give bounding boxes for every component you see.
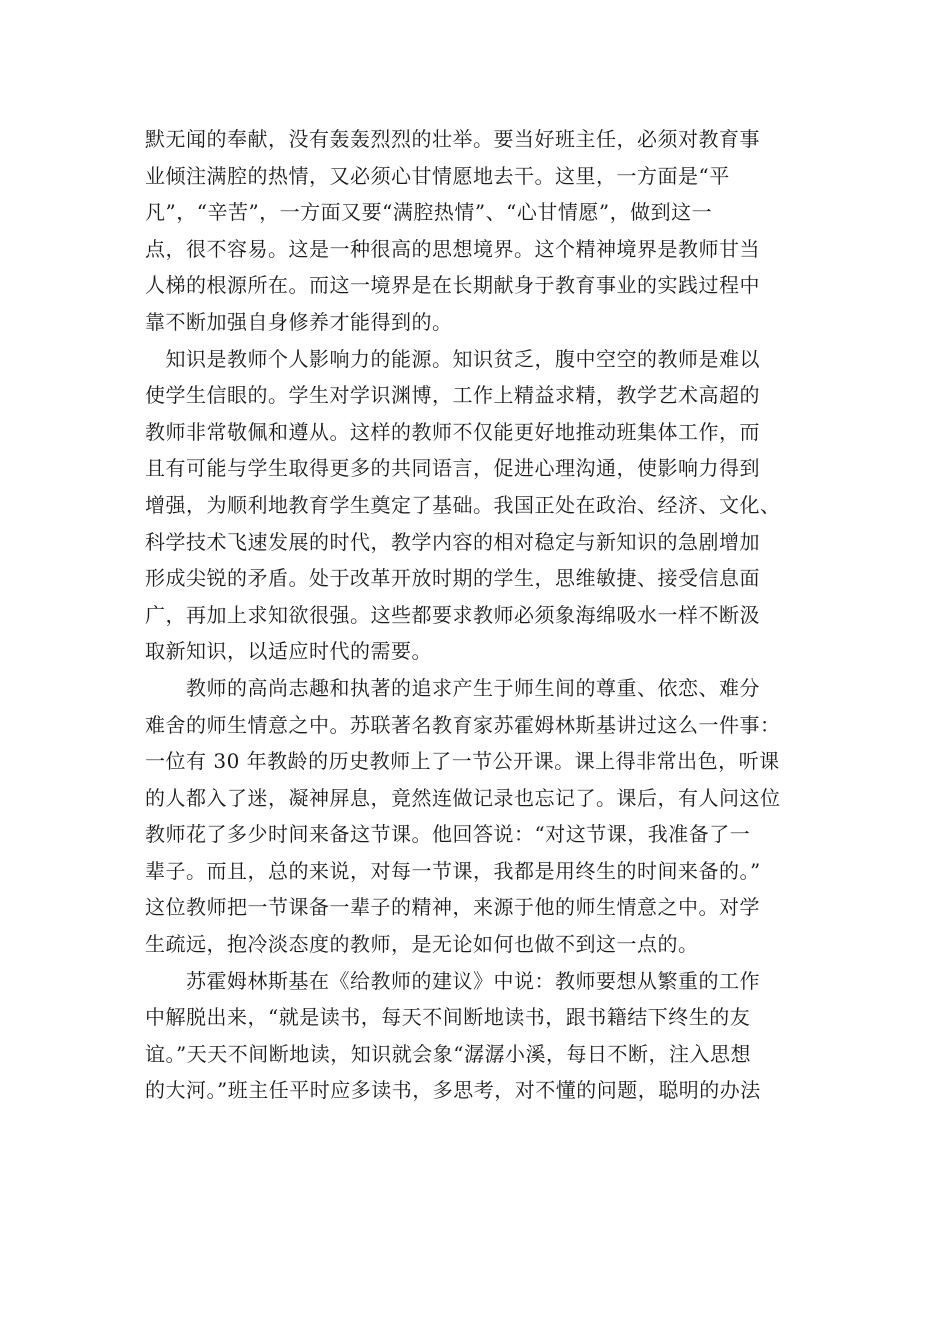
- text-line: 靠不断加强自身修养才能得到的。: [145, 309, 453, 334]
- text-line: 一位有 30 年教龄的历史教师上了一节公开课。课上得非常出色，听课: [145, 749, 780, 774]
- text-line: 生疏远，抱冷淡态度的教师，是无论如何也做不到这一点的。: [145, 932, 699, 957]
- text-line: 辈子。而且，总的来说，对每一节课，我都是用终生的时间来备的。”: [145, 858, 761, 883]
- text-line: 默无闻的奉献，没有轰轰烈烈的壮举。要当好班主任，必须对教育事: [145, 127, 760, 151]
- text-line: 教师花了多少时间来备这节课。他回答说：“对这节课，我准备了一: [145, 822, 751, 847]
- text-line: 中解脱出来，“就是读书，每天不间断地读书，跟书籍结下终生的友: [145, 1005, 751, 1030]
- text-line: 这位教师把一节课备一辈子的精神，来源于他的师生情意之中。对学: [145, 895, 760, 920]
- text-line: 谊。”天天不间断地读，知识就会象“潺潺小溪，每日不断，注入思想: [145, 1041, 751, 1066]
- text-line: 增强，为顺利地教育学生奠定了基础。我国正处在政治、经济、文化、: [145, 492, 781, 517]
- text-line: 且有可能与学生取得更多的共同语言，促进心理沟通，使影响力得到: [145, 456, 760, 481]
- paragraph-1: [145, 121, 810, 341]
- text-line: 的人都入了迷，凝神屏息，竟然连做记录也忘记了。课后，有人问这位: [145, 785, 781, 810]
- text-line: 人梯的根源所在。而这一境界是在长期献身于教育事业的实践过程中: [145, 273, 760, 298]
- paragraph-4: [145, 963, 810, 1109]
- text-line: 广，再加上求知欲很强。这些都要求教师必须象海绵吸水一样不断汲: [145, 602, 760, 627]
- paragraph-2: [145, 341, 810, 670]
- text-line: 的大河。”班主任平时应多读书，多思考，对不懂的问题，聪明的办法: [145, 1078, 761, 1103]
- text-line: 形成尖锐的矛盾。处于改革开放时期的学生，思维敏捷、接受信息面: [145, 566, 760, 591]
- text-line: 取新知识，以适应时代的需要。: [145, 639, 432, 664]
- body-text: [145, 121, 810, 1109]
- text-line: 科学技术飞速发展的时代，教学内容的相对稳定与新知识的急剧增加: [145, 529, 760, 554]
- text-line: 点，很不容易。这是一种很高的思想境界。这个精神境界是教师甘当: [145, 236, 760, 261]
- text-line: 业倾注满腔的热情，又必须心甘情愿地去干。这里，一方面是“平: [145, 163, 730, 188]
- text-line: 难舍的师生情意之中。苏联著名教育家苏霍姆林斯基讲过这么一件事：: [145, 712, 781, 737]
- text-line: 苏霍姆林斯基在《给教师的建议》中说：教师要想从繁重的工作: [145, 968, 760, 993]
- text-line: 使学生信眼的。学生对学识渊博，工作上精益求精，教学艺术高超的: [145, 383, 760, 408]
- paragraph-3: [145, 670, 810, 963]
- text-line: 教师的高尚志趣和执著的追求产生于师生间的尊重、依恋、难分: [145, 675, 760, 700]
- text-line: 凡”，“辛苦”，一方面又要“满腔热情”、“心甘情愿”，做到这一: [145, 200, 713, 225]
- text-line: 知识是教师个人影响力的能源。知识贫乏，腹中空空的教师是难以: [145, 346, 760, 371]
- text-line: 教师非常敬佩和遵从。这样的教师不仅能更好地推动班集体工作，而: [145, 419, 760, 444]
